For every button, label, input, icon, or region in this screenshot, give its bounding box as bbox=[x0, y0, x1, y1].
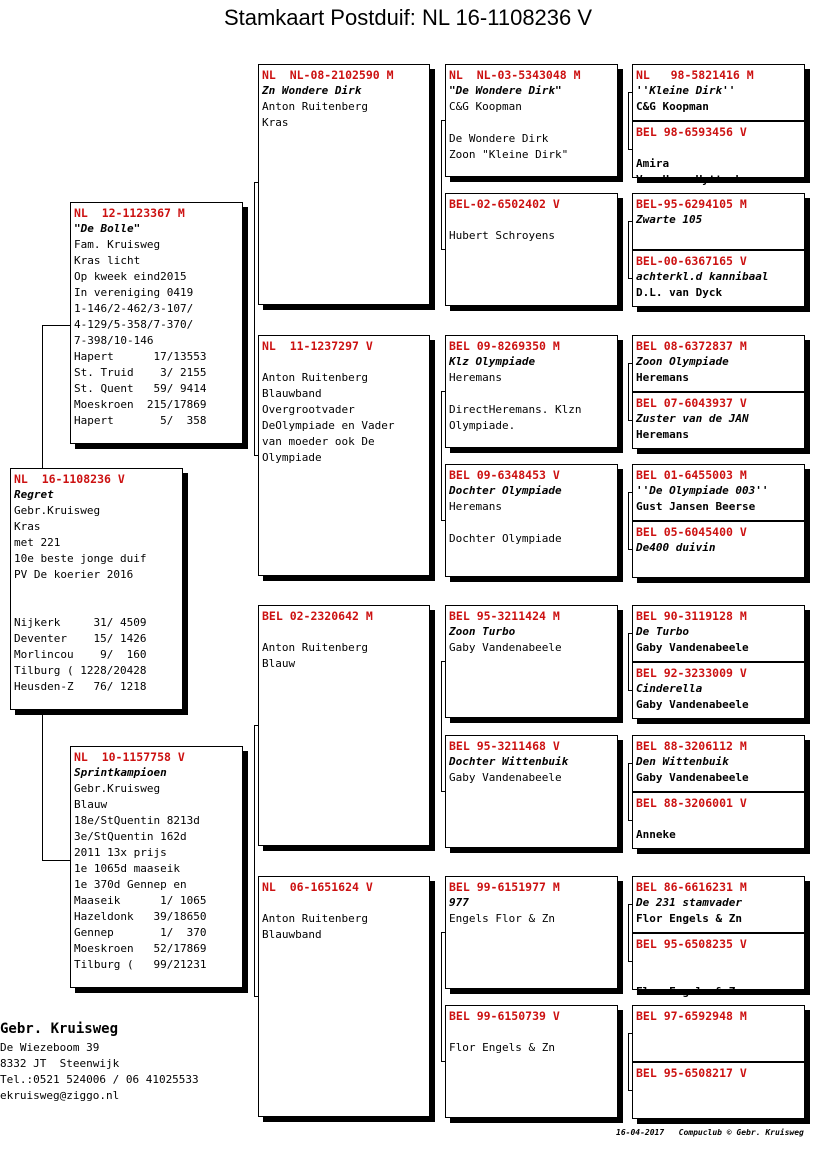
ring-number: BEL 09-8269350 M bbox=[449, 339, 560, 353]
info-line: Tilburg ( 99/21231 bbox=[74, 958, 207, 971]
info-line: Anton Ruitenberg bbox=[262, 100, 368, 113]
info-line: D.L. van Dyck bbox=[636, 286, 723, 299]
ring-number: BEL 97-6592948 M bbox=[636, 1009, 747, 1023]
pigeon-name: Dochter Olympiade bbox=[449, 484, 562, 497]
pigeon-name bbox=[636, 1024, 801, 1040]
info-line: Anneke bbox=[636, 828, 676, 841]
info-line: 1e 370d Gennep en bbox=[74, 878, 187, 891]
info-line: van moeder ook De bbox=[262, 435, 375, 448]
info-line: Gaby Vandenabeele bbox=[449, 771, 562, 784]
info-line: Olympiade bbox=[262, 451, 322, 464]
info-line: Heremans bbox=[636, 428, 689, 441]
ring-number: BEL 92-3233009 V bbox=[636, 666, 747, 680]
ring-number: BEL 99-6150739 V bbox=[449, 1009, 560, 1023]
info-line: Hazeldonk 39/18650 bbox=[74, 910, 207, 923]
connector-line bbox=[628, 763, 629, 820]
info-line: Engels Flor & Zn bbox=[449, 912, 555, 925]
ring-number: BEL 95-6508217 V bbox=[636, 1066, 747, 1080]
pigeon-name: 977 bbox=[449, 896, 469, 909]
pigeon-name: "De Wondere Dirk" bbox=[449, 84, 562, 97]
info-line: 2011 13x prijs bbox=[74, 846, 167, 859]
connector-line bbox=[628, 221, 629, 278]
pigeon-name: Klz Olympiade bbox=[449, 355, 536, 368]
pigeon-name bbox=[449, 1024, 614, 1040]
pigeon-name bbox=[636, 140, 801, 156]
ring-number: BEL 90-3119128 M bbox=[636, 609, 747, 623]
pigeon-card-great-great-grandparent bbox=[632, 193, 805, 250]
ring-number: BEL 02-2320642 M bbox=[262, 609, 373, 623]
pigeon-card-grandparent bbox=[258, 335, 430, 576]
info-line: Anton Ruitenberg bbox=[262, 371, 368, 384]
connector-line bbox=[254, 182, 255, 456]
info-line: Flor Engels & Zn bbox=[636, 912, 742, 925]
pigeon-card-great-great-grandparent bbox=[632, 392, 805, 449]
owner-email: ekruisweg@ziggo.nl bbox=[0, 1089, 120, 1102]
ring-number: BEL 95-3211424 M bbox=[449, 609, 560, 623]
info-line: 7-398/10-146 bbox=[74, 334, 154, 347]
pigeon-card-great-grandparent bbox=[445, 64, 618, 177]
info-line: Kras bbox=[14, 520, 41, 533]
pigeon-card-great-great-grandparent bbox=[632, 735, 805, 792]
info-line: Fam. Kruisweg bbox=[74, 238, 161, 251]
info-line: Gaby Vandenabeele bbox=[449, 641, 562, 654]
info-line: De Wondere Dirk bbox=[449, 132, 549, 145]
info-line: C&G Koopman bbox=[636, 100, 709, 113]
ring-number: NL 06-1651624 V bbox=[262, 880, 373, 894]
pigeon-name: Zwarte 105 bbox=[636, 213, 703, 226]
info-line: Blauwband bbox=[262, 387, 322, 400]
info-line: met 221 bbox=[14, 536, 61, 549]
ring-number: NL 12-1123367 M bbox=[74, 206, 185, 220]
pigeon-card-great-grandparent bbox=[445, 735, 618, 848]
pigeon-name: Den Wittenbuik bbox=[636, 755, 729, 768]
pigeon-name: ''Kleine Dirk'' bbox=[636, 84, 736, 97]
pigeon-card-great-great-grandparent bbox=[632, 521, 805, 578]
connector-line bbox=[441, 661, 442, 791]
info-line: 3e/StQuentin 162d bbox=[74, 830, 187, 843]
info-line: Dochter Olympiade bbox=[449, 532, 562, 545]
connector-line bbox=[42, 325, 70, 326]
pigeon-card-great-great-grandparent bbox=[632, 464, 805, 521]
pigeon-card-grandparent bbox=[258, 605, 430, 846]
pigeon-card-great-great-grandparent bbox=[632, 1062, 805, 1119]
info-line: Tilburg ( 1228/20428 bbox=[14, 664, 147, 677]
connector-line bbox=[42, 860, 70, 861]
info-line: 1-146/2-462/3-107/ bbox=[74, 302, 194, 315]
pigeon-name bbox=[262, 354, 426, 370]
ring-number: BEL 95-3211468 V bbox=[449, 739, 560, 753]
info-line: Flor Engels & Zn bbox=[636, 985, 742, 998]
pigeon-card-great-grandparent bbox=[445, 1005, 618, 1118]
ring-number: NL 98-5821416 M bbox=[636, 68, 754, 82]
pigeon-name bbox=[262, 624, 426, 640]
info-line: Blauw bbox=[74, 798, 108, 811]
info-line: 1e 1065d maaseik bbox=[74, 862, 180, 875]
info-line: Olympiade. bbox=[449, 419, 516, 432]
info-line: Heremans bbox=[636, 371, 689, 384]
info-line: Gebr.Kruisweg bbox=[74, 782, 161, 795]
owner-phone: Tel.:0521 524006 / 06 41025533 bbox=[0, 1073, 199, 1086]
ring-number: BEL 95-6508235 V bbox=[636, 937, 747, 951]
pigeon-card-great-grandparent bbox=[445, 335, 618, 448]
info-line: Flor Engels & Zn bbox=[449, 1041, 555, 1054]
info-line: 10e beste jonge duif bbox=[14, 552, 147, 565]
info-line: DeOlympiade en Vader bbox=[262, 419, 395, 432]
pigeon-name: achterkl.d kannibaal bbox=[636, 270, 769, 283]
info-line: Anton Ruitenberg bbox=[262, 912, 368, 925]
connector-line bbox=[628, 1033, 629, 1090]
pigeon-card-great-great-grandparent bbox=[632, 792, 805, 849]
ring-number: NL NL-08-2102590 M bbox=[262, 68, 394, 82]
info-line: DirectHeremans. Klzn bbox=[449, 403, 582, 416]
info-line: Heremans bbox=[449, 371, 502, 384]
pigeon-card-great-great-grandparent bbox=[632, 605, 805, 662]
info-line: Gebr.Kruisweg bbox=[14, 504, 101, 517]
ring-number: BEL 05-6045400 V bbox=[636, 525, 747, 539]
info-line: Kras bbox=[262, 116, 289, 129]
pigeon-name bbox=[262, 895, 426, 911]
pigeon-card-grandparent bbox=[258, 64, 430, 305]
info-line: Van Hove Uytterhoeve bbox=[636, 173, 769, 186]
ring-number: NL 11-1237297 V bbox=[262, 339, 373, 353]
pigeon-card-great-grandparent bbox=[445, 193, 618, 306]
info-line: Maaseik 1/ 1065 bbox=[74, 894, 207, 907]
pigeon-name: Zn Wondere Dirk bbox=[262, 84, 362, 97]
page-title: Stamkaart Postduif: NL 16-1108236 V bbox=[223, 5, 593, 30]
pigeon-card-great-great-grandparent bbox=[632, 121, 805, 186]
pigeon-name: De Turbo bbox=[636, 625, 689, 638]
pigeon-card-great-great-grandparent bbox=[632, 1005, 805, 1062]
info-line: Gaby Vandenabeele bbox=[636, 641, 749, 654]
info-line: Gust Jansen Beerse bbox=[636, 500, 756, 513]
pigeon-card-great-grandparent bbox=[445, 605, 618, 718]
info-line: Op kweek eind2015 bbox=[74, 270, 187, 283]
pigeon-card-great-great-grandparent bbox=[632, 64, 805, 121]
info-line bbox=[449, 515, 614, 531]
ring-number: NL NL-03-5343048 M bbox=[449, 68, 581, 82]
pigeon-name: Zuster van de JAN bbox=[636, 412, 749, 425]
info-line bbox=[636, 968, 801, 984]
info-line: Anton Ruitenberg bbox=[262, 641, 368, 654]
pigeon-card-great-great-grandparent bbox=[632, 250, 805, 307]
pigeon-name bbox=[636, 1081, 801, 1097]
owner-name: Gebr. Kruisweg bbox=[0, 1021, 119, 1037]
info-line: Gaby Vandenabeele bbox=[636, 771, 749, 784]
pigeon-card-great-grandparent bbox=[445, 464, 618, 577]
info-line: Heremans bbox=[449, 500, 502, 513]
pigeon-name: De 231 stamvader bbox=[636, 896, 742, 909]
pigeon-name: Sprintkampioen bbox=[74, 766, 167, 779]
ring-number: NL 16-1108236 V bbox=[14, 472, 125, 486]
connector-line bbox=[441, 391, 442, 520]
ring-number: BEL-00-6367165 V bbox=[636, 254, 747, 268]
connector-line bbox=[628, 492, 629, 549]
footer-date: 16-04-2017 bbox=[616, 1128, 665, 1137]
ring-number: BEL 98-6593456 V bbox=[636, 125, 747, 139]
info-line: Blauw bbox=[262, 657, 296, 670]
info-line: Zoon "Kleine Dirk" bbox=[449, 148, 569, 161]
pigeon-card-subject bbox=[10, 468, 183, 710]
pigeon-card-great-grandparent bbox=[445, 876, 618, 989]
pigeon-name: Zoon Turbo bbox=[449, 625, 516, 638]
connector-line bbox=[628, 92, 629, 149]
connector-line bbox=[628, 363, 629, 420]
pigeon-name bbox=[449, 212, 614, 228]
info-line: Deventer 15/ 1426 bbox=[14, 632, 147, 645]
info-line: Morlincou 9/ 160 bbox=[14, 648, 147, 661]
info-line: Heusden-Z 76/ 1218 bbox=[14, 680, 147, 693]
pigeon-name bbox=[636, 811, 801, 827]
info-line: Hapert 17/13553 bbox=[74, 350, 207, 363]
info-line: 4-129/5-358/7-370/ bbox=[74, 318, 194, 331]
info-line: 18e/StQuentin 8213d bbox=[74, 814, 200, 827]
info-line: Moeskroen 52/17869 bbox=[74, 942, 207, 955]
info-line: Hubert Schroyens bbox=[449, 229, 555, 242]
ring-number: BEL 07-6043937 V bbox=[636, 396, 747, 410]
pigeon-name bbox=[636, 952, 801, 968]
info-line: Gennep 1/ 370 bbox=[74, 926, 207, 939]
ring-number: BEL 88-3206112 M bbox=[636, 739, 747, 753]
ring-number: NL 10-1157758 V bbox=[74, 750, 185, 764]
pigeon-card-great-great-grandparent bbox=[632, 876, 805, 933]
ring-number: BEL 86-6616231 M bbox=[636, 880, 747, 894]
pigeon-name: Zoon Olympiade bbox=[636, 355, 729, 368]
owner-address: De Wiezeboom 39 bbox=[0, 1041, 100, 1054]
info-line bbox=[14, 583, 179, 599]
info-line: Blauwband bbox=[262, 928, 322, 941]
pigeon-name: Dochter Wittenbuik bbox=[449, 755, 569, 768]
owner-city: 8332 JT Steenwijk bbox=[0, 1057, 120, 1070]
info-line bbox=[449, 386, 614, 402]
pigeon-card-grandparent bbox=[258, 876, 430, 1117]
pigeon-name: Cinderella bbox=[636, 682, 703, 695]
footer-credit: Compuclub © Gebr. Kruisweg bbox=[678, 1128, 804, 1137]
pigeon-name: ''De Olympiade 003'' bbox=[636, 484, 769, 497]
ring-number: BEL 01-6455003 M bbox=[636, 468, 747, 482]
info-line: In vereniging 0419 bbox=[74, 286, 194, 299]
info-line: Kras licht bbox=[74, 254, 141, 267]
pigeon-name: De400 duivin bbox=[636, 541, 716, 554]
ring-number: BEL-95-6294105 M bbox=[636, 197, 747, 211]
ring-number: BEL 09-6348453 V bbox=[449, 468, 560, 482]
connector-line bbox=[42, 710, 43, 860]
info-line: Amira bbox=[636, 157, 670, 170]
owner-block bbox=[0, 1018, 250, 1104]
ring-number: BEL-02-6502402 V bbox=[449, 197, 560, 211]
pigeon-card-father bbox=[70, 202, 243, 444]
connector-line bbox=[628, 904, 629, 961]
info-line bbox=[449, 115, 614, 131]
ring-number: BEL 08-6372837 M bbox=[636, 339, 747, 353]
connector-line bbox=[441, 932, 442, 1061]
info-line: Overgrootvader bbox=[262, 403, 355, 416]
connector-line bbox=[42, 325, 43, 468]
info-line bbox=[14, 599, 179, 615]
info-line: Gaby Vandenabeele bbox=[636, 698, 749, 711]
info-line: Hapert 5/ 358 bbox=[74, 414, 207, 427]
pigeon-card-great-great-grandparent bbox=[632, 335, 805, 392]
connector-line bbox=[628, 633, 629, 690]
info-line: St. Truid 3/ 2155 bbox=[74, 366, 207, 379]
connector-line bbox=[441, 120, 442, 249]
info-line: St. Quent 59/ 9414 bbox=[74, 382, 207, 395]
pigeon-card-great-great-grandparent bbox=[632, 933, 805, 998]
info-line: Moeskroen 215/17869 bbox=[74, 398, 207, 411]
info-line: Nijkerk 31/ 4509 bbox=[14, 616, 147, 629]
pigeon-name: Regret bbox=[14, 488, 54, 501]
ring-number: BEL 88-3206001 V bbox=[636, 796, 747, 810]
pigeon-card-great-great-grandparent bbox=[632, 662, 805, 719]
info-line: PV De koerier 2016 bbox=[14, 568, 134, 581]
footer bbox=[616, 1128, 812, 1137]
connector-line bbox=[254, 725, 255, 996]
info-line: C&G Koopman bbox=[449, 100, 522, 113]
pigeon-card-mother bbox=[70, 746, 243, 988]
pigeon-name: "De Bolle" bbox=[74, 222, 141, 235]
ring-number: BEL 99-6151977 M bbox=[449, 880, 560, 894]
